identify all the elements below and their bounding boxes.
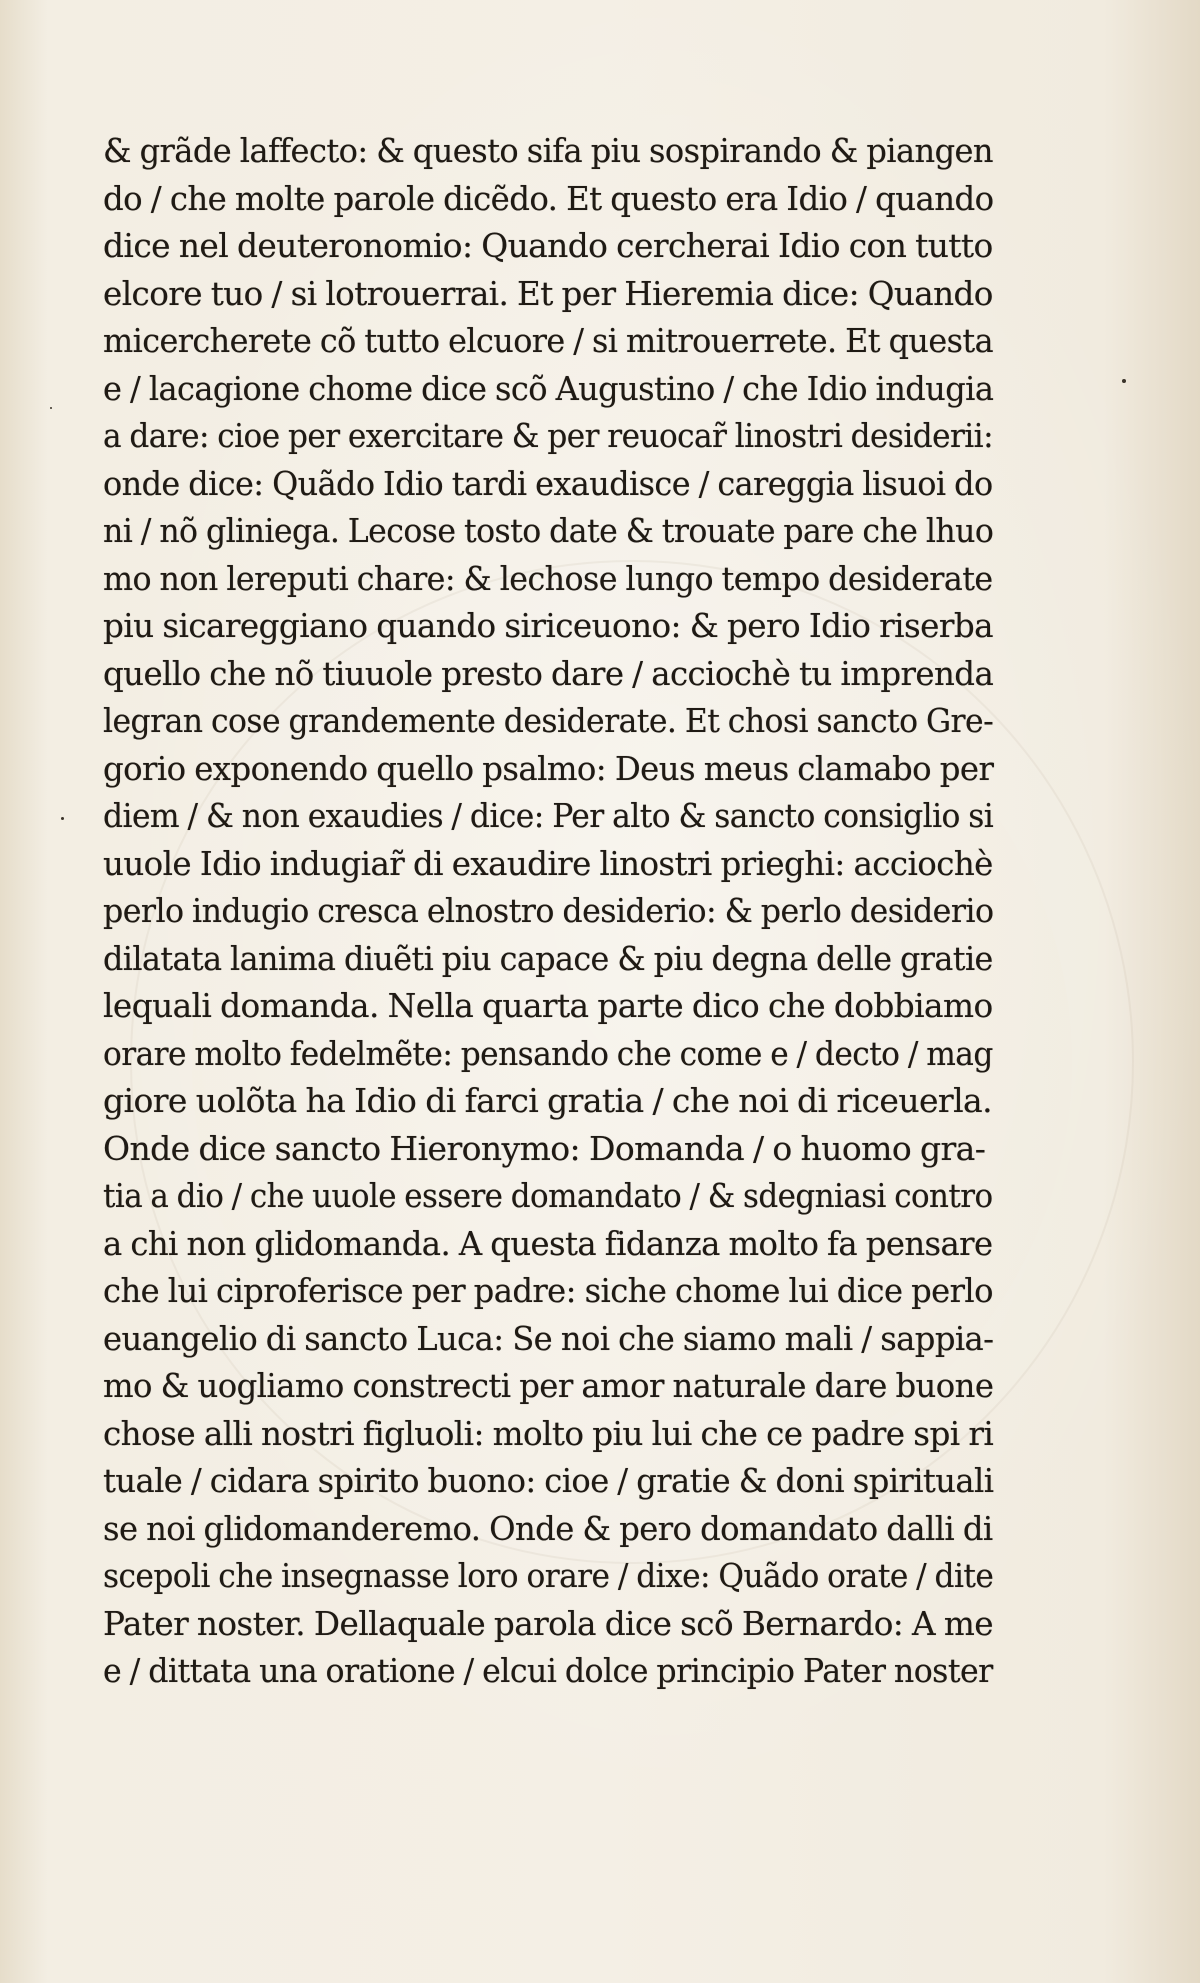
text-line: dilatata lanima diuẽti piu capace & piu degna delle gratie xyxy=(103,938,993,978)
text-block xyxy=(103,127,993,1695)
ink-speck xyxy=(1122,379,1126,383)
ink-speck xyxy=(61,817,64,820)
text-line: legran cose grandemente desiderate. Et chosi sancto Gre- xyxy=(103,701,994,740)
text-line: a dare: cioe per exercitare & per reuocar̃ linostri desiderii: xyxy=(103,416,994,455)
text-line: giore uolõta ha Idio di farci gratia / che noi di riceuerla. xyxy=(103,1081,993,1120)
text-line: piu sicareggiano quando siriceuono: & pero Idio riserba xyxy=(103,606,994,645)
text-line: dice nel deuteronomio: Quando cercherai Idio con tutto xyxy=(103,226,993,265)
text-line: scepoli che insegnasse loro orare / dixe: Quãdo orate / dite xyxy=(103,1556,994,1595)
text-line: & grãde laffecto: & questo sifa piu sospirando & piangen xyxy=(103,131,993,170)
text-line: lequali domanda. Nella quarta parte dico che dobbiamo xyxy=(103,986,993,1025)
text-line: micercherete cõ tutto elcuore / si mitrouerrete. Et questa xyxy=(103,321,993,360)
text-line: quello che nõ tiuuole presto dare / acciochè tu imprenda xyxy=(103,653,994,693)
text-line: e / lacagione chome dice scõ Augustino / che Idio indugia xyxy=(103,368,994,408)
text-line: mo non lereputi chare: & lechose lungo tempo desiderate xyxy=(103,558,993,598)
text-line: e / dittata una oratione / elcui dolce principio Pater noster xyxy=(103,1651,993,1690)
text-line: chose alli nostri figluoli: molto piu lui che ce padre spi ri xyxy=(103,1413,994,1453)
text-line: se noi glidomanderemo. Onde & pero domandato dalli di xyxy=(103,1508,993,1548)
text-line: mo & uogliamo constrecti per amor naturale dare buone xyxy=(103,1366,994,1405)
text-line: onde dice: Quãdo Idio tardi exaudisce / careggia lisuoi do xyxy=(103,463,993,503)
text-line: gorio exponendo quello psalmo: Deus meus clamabo per xyxy=(103,748,994,788)
text-line: che lui ciproferisce per padre: siche chome lui dice perlo xyxy=(103,1271,993,1310)
ink-speck xyxy=(50,407,52,409)
text-line: orare molto fedelmẽte: pensando che come e / decto / mag xyxy=(103,1033,993,1073)
text-line: tia a dio / che uuole essere domandato / & sdegniasi contro xyxy=(103,1176,993,1215)
text-line: tuale / cidara spirito buono: cioe / gratie & doni spirituali xyxy=(103,1461,994,1500)
text-line: Pater noster. Dellaquale parola dice scõ Bernardo: A me xyxy=(103,1603,993,1643)
text-line: ni / nõ gliniega. Lecose tosto date & trouate pare che lhuo xyxy=(103,511,994,550)
text-line: euangelio di sancto Luca: Se noi che siamo mali / sappia- xyxy=(103,1318,994,1358)
text-line: diem / & non exaudies / dice: Per alto & sancto consiglio si xyxy=(103,796,994,835)
text-line: elcore tuo / si lotrouerrai. Et per Hieremia dice: Quando xyxy=(103,273,993,313)
text-line: uuole Idio indugiar̃ di exaudire linostri prieghi: acciochè xyxy=(103,843,993,883)
text-line: a chi non glidomanda. A questa fidanza molto fa pensare xyxy=(103,1223,993,1263)
text-line: do / che molte parole dicẽdo. Et questo era Idio / quando xyxy=(103,178,994,218)
text-line: Onde dice sancto Hieronymo: Domanda / o huomo gra- xyxy=(103,1128,986,1168)
text-line: perlo indugio cresca elnostro desiderio: & perlo desiderio xyxy=(103,891,994,930)
